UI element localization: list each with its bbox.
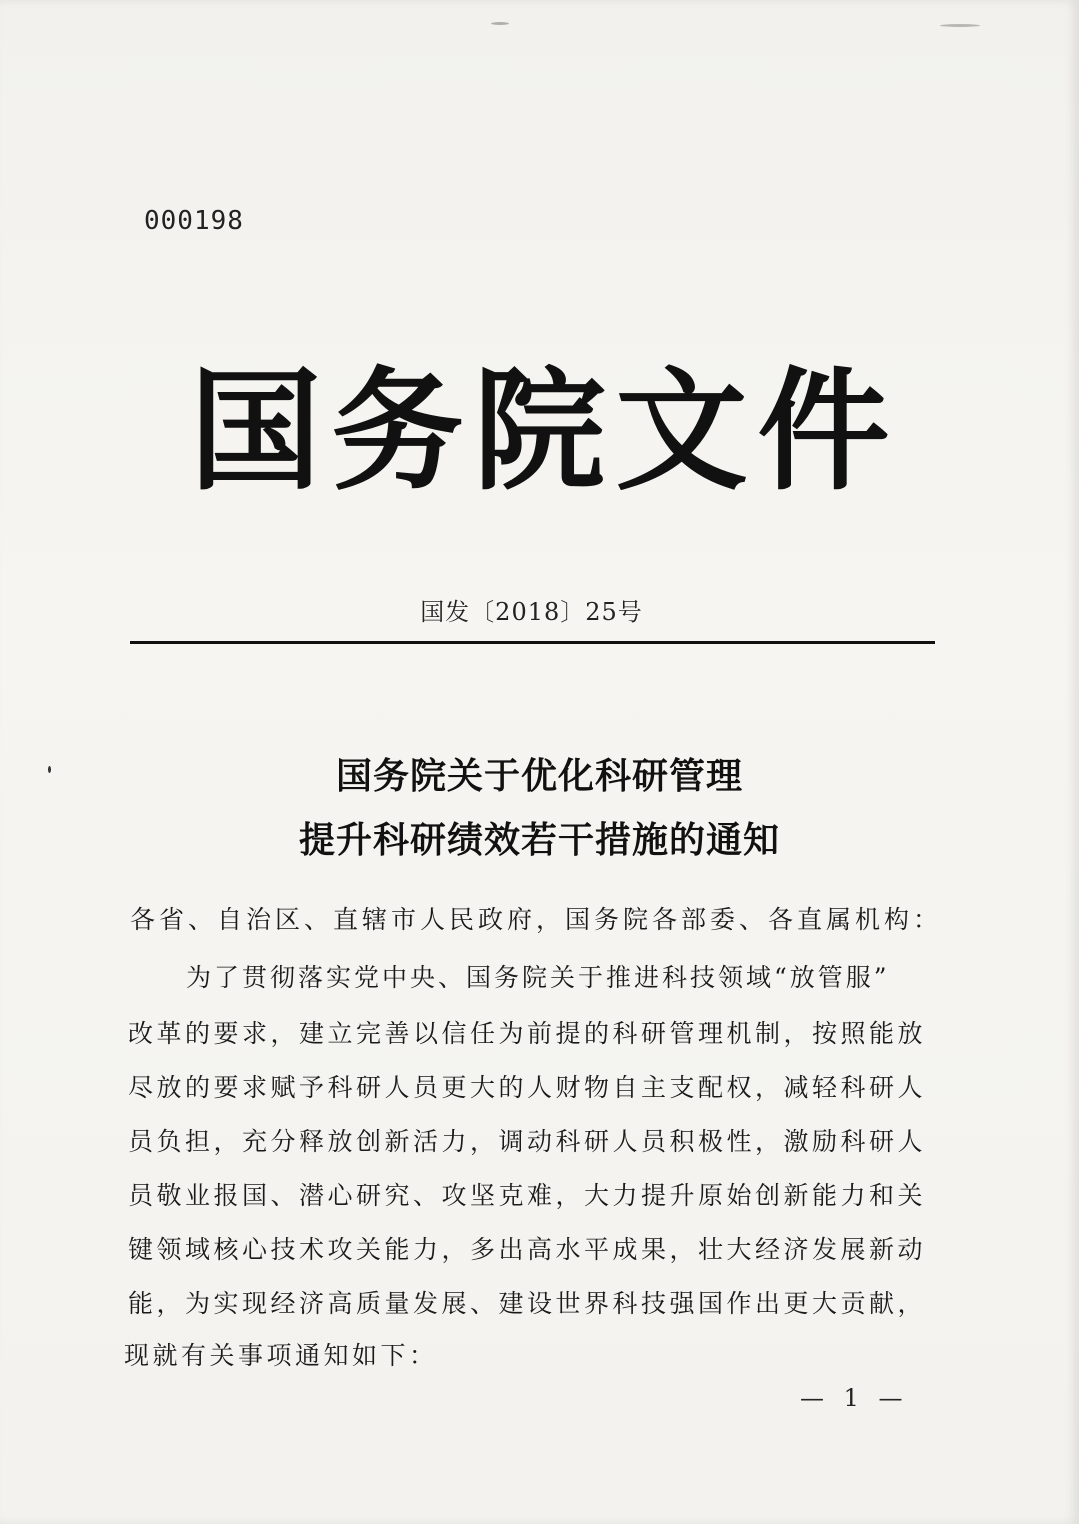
body-line: 改革的要求，建立完善以信任为前提的科研管理机制，按照能放 (128, 1019, 927, 1048)
paper-speck (48, 766, 51, 773)
document-number: 国发〔2018〕25号 (420, 598, 643, 626)
body-line: 为了贯彻落实党中央、国务院关于推进科技领域“放管服” (186, 963, 890, 992)
body-line: 尽放的要求赋予科研人员更大的人财物自主支配权，减轻科研人 (128, 1073, 927, 1102)
paper-speck (940, 24, 980, 27)
document-title-line-2: 提升科研绩效若干措施的通知 (298, 820, 780, 861)
body-line: 员敬业报国、潜心研究、攻坚克难，大力提升原始创新能力和关 (128, 1181, 927, 1210)
page-number: — 1 — (800, 1384, 909, 1412)
body-line: 现就有关事项通知如下： (124, 1341, 438, 1370)
masthead-divider (130, 641, 935, 644)
body-line: 能，为实现经济高质量发展、建设世界科技强国作出更大贡献， (128, 1289, 927, 1318)
salutation: 各省、自治区、直辖市人民政府，国务院各部委、各直属机构： (130, 905, 943, 934)
body-line: 键领域核心技术攻关能力，多出高水平成果，壮大经济发展新动 (128, 1235, 927, 1264)
body-line: 员负担，充分释放创新活力，调动科研人员积极性，激励科研人 (128, 1127, 927, 1156)
serial-number: 000198 (144, 206, 244, 236)
paper-speck (491, 22, 509, 25)
document-masthead: 国务院文件 (189, 355, 900, 509)
document-title-line-1: 国务院关于优化科研管理 (335, 756, 743, 797)
